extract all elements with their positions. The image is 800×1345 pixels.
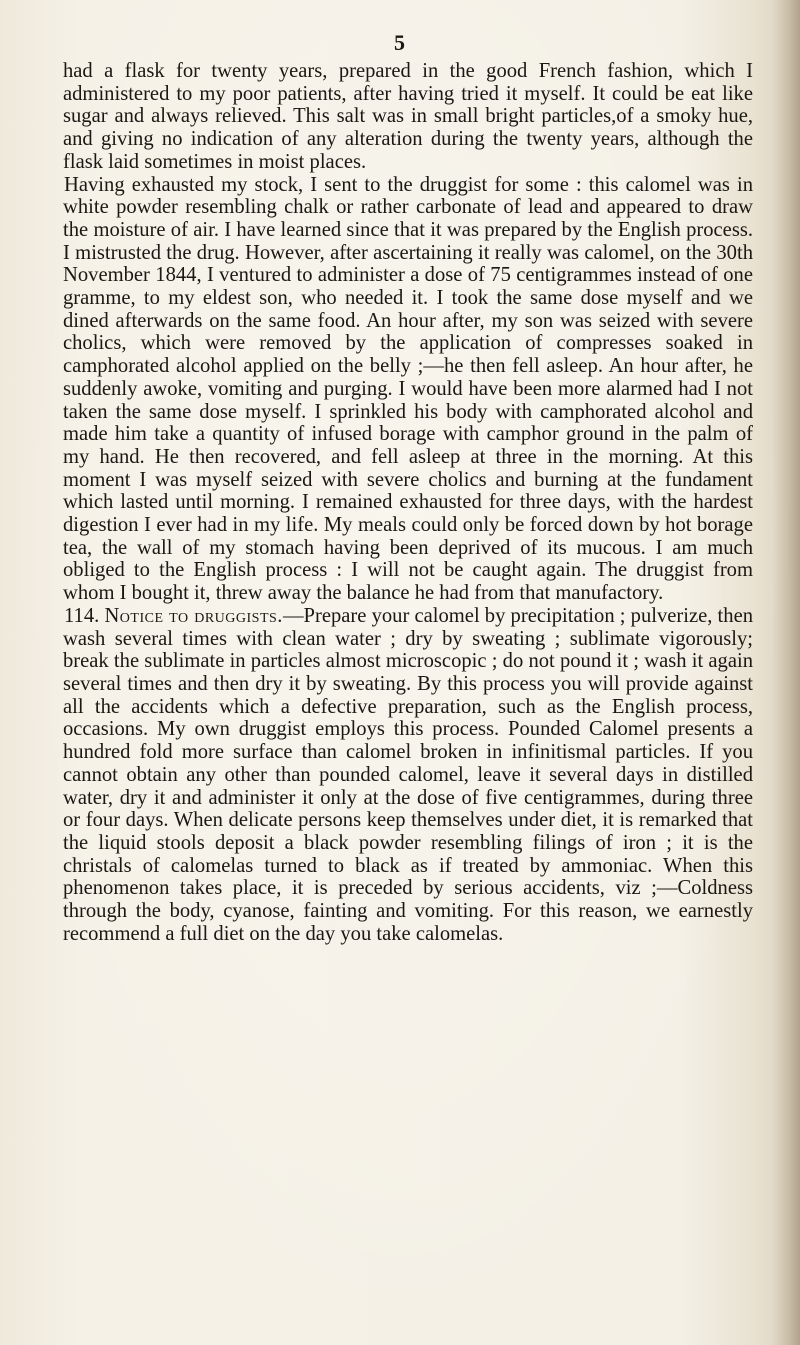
section-number: 114. [64, 604, 100, 627]
paragraph-druggist-account: Having exhausted my stock, I sent to the druggist for some : this calomel was in white powder resembling chalk or rather carbonate of lead and appeared to draw the moisture of air. I have learned since that it was prepared by the English process. I mistrusted the drug. However, after ascertaining it really was calomel, on the 30th November 1844, I ventured to administer a dose of 75 centigrammes instead of one gramme, to my eldest son, who needed it. I took the same dose myself and we dined afterwards on the same food. An hour after, my son was seized with severe cholics, which were removed by the application of compresses soaked in camphorated alcohol applied on the belly ;—he then fell asleep. An hour after, he suddenly awoke, vomiting and purging. I would have been more alarmed had I not taken the same dose myself. I sprinkled his body with camphorated alcohol and made him take a quantity of infused borage with camphor ground in the palm of my hand. He then recovered, and fell asleep at three in the morning. At this moment I was myself seized with severe cholics and burning at the fundament which lasted until morning. I remained exhausted for three days, with the hardest digestion I ever had in my life. My meals could only be forced down by hot borage tea, the wall of my stomach having been deprived of its mucous. I am much obliged to the English process : I will not be caught again. The druggist from whom I bought it, threw away the balance he had from that manufactory. [63, 173, 753, 605]
section-heading: Notice to druggists. [104, 604, 283, 627]
section-body: —Prepare your calomel by precipitation ; pulverize, then wash several times with clean water ; dry by sweating ; sublimate vigorously; break the sublimate in particles almost microscopic ; do not pound it ; wash it again several times and then dry it by sweating. By this process you will provide against all the accidents which a defective preparation, such as the English process, occasions. My own druggist employs this process. Pounded Calomel presents a hundred fold more surface than calomel broken in infinitismal particles. If you cannot obtain any other than pounded calomel, leave it several days in distilled water, dry it and administer it only at the dose of five centigrammes, during three or four days. When delicate persons keep themselves under diet, it is remarked that the liquid stools deposit a black powder resembling filings of iron ; it is the christals of calomelas turned to black as if treated by ammoniac. When this phenomenon takes place, it is preceded by serious accidents, viz ;—Coldness through the body, cyanose, fainting and vomiting. For this reason, we earnestly recommend a full diet on the day you take calomelas. [63, 604, 754, 945]
body-text [63, 60, 753, 945]
page-number: 5 [394, 30, 406, 55]
paragraph-notice-to-druggists [63, 605, 753, 946]
paragraph-flask: had a flask for twenty years, prepared in the good French fashion, which I administered to my poor patients, after having tried it myself. It could be eat like sugar and always relieved. This salt was in small bright particles,of a smoky hue, and giving no indication of any alteration during the twenty years, although the flask laid sometimes in moist places. [63, 60, 753, 173]
page-edge-shadow [772, 0, 800, 1345]
